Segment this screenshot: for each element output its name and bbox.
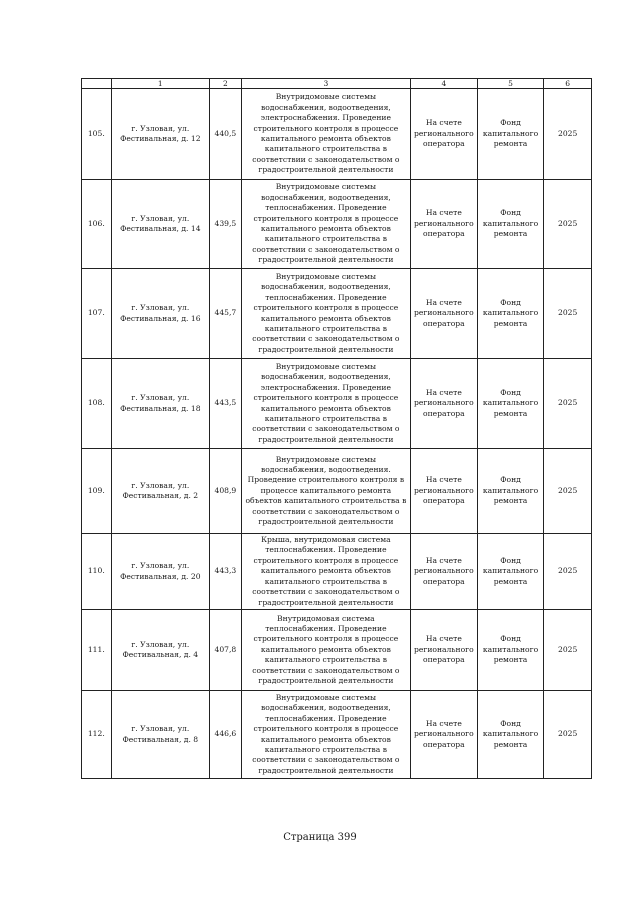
page-number: Страница 399 xyxy=(283,832,357,843)
address-cell: г. Узловая, ул. Фестивальная, д. 18 xyxy=(111,359,209,449)
address-cell: г. Узловая, ул. Фестивальная, д. 2 xyxy=(111,449,209,534)
header-cell: 3 xyxy=(241,79,410,89)
header-cell: 5 xyxy=(477,79,544,89)
table-row xyxy=(82,269,592,359)
column-number-row xyxy=(82,79,592,89)
row-number: 110. xyxy=(82,534,112,610)
row-number: 108. xyxy=(82,359,112,449)
table-row xyxy=(82,180,592,269)
area-cell: 407,8 xyxy=(210,610,242,691)
works-cell: Внутридомовые системы водоснабжения, водоотведения, теплоснабжения. Проведение строительного контроля в процессе капитального ремонта объектов капитального строительства в соответствии с законодательством о градостроительной деятельности xyxy=(241,691,410,779)
area-cell: 443,3 xyxy=(210,534,242,610)
area-cell: 440,5 xyxy=(210,89,242,180)
repair-schedule-table xyxy=(81,78,592,779)
table-row xyxy=(82,359,592,449)
address-cell: г. Узловая, ул. Фестивальная, д. 8 xyxy=(111,691,209,779)
account-cell: На счете регионального оператора xyxy=(411,180,478,269)
table-row xyxy=(82,449,592,534)
header-cell: 6 xyxy=(544,79,592,89)
header-cell xyxy=(82,79,112,89)
funding-source-cell: Фонд капитального ремонта xyxy=(477,89,544,180)
table-row xyxy=(82,610,592,691)
header-cell: 2 xyxy=(210,79,242,89)
area-cell: 446,6 xyxy=(210,691,242,779)
table-row xyxy=(82,691,592,779)
account-cell: На счете регионального оператора xyxy=(411,691,478,779)
account-cell: На счете регионального оператора xyxy=(411,359,478,449)
row-number: 105. xyxy=(82,89,112,180)
address-cell: г. Узловая, ул. Фестивальная, д. 20 xyxy=(111,534,209,610)
funding-source-cell: Фонд капитального ремонта xyxy=(477,269,544,359)
works-cell: Крыша, внутридомовая система теплоснабжения. Проведение строительного контроля в процессе капитального ремонта объектов капитального строительства в соответствии с законодательством о градостроительной деятельности xyxy=(241,534,410,610)
header-cell: 1 xyxy=(111,79,209,89)
table-row xyxy=(82,89,592,180)
funding-source-cell: Фонд капитального ремонта xyxy=(477,534,544,610)
works-cell: Внутридомовые системы водоснабжения, водоотведения, электроснабжения. Проведение строительного контроля в процессе капитального ремонта объектов капитального строительства в соответствии с законодательством о градостроительной деятельности xyxy=(241,89,410,180)
area-cell: 443,5 xyxy=(210,359,242,449)
header-cell: 4 xyxy=(411,79,478,89)
table-row xyxy=(82,534,592,610)
year-cell: 2025 xyxy=(544,180,592,269)
funding-source-cell: Фонд капитального ремонта xyxy=(477,180,544,269)
year-cell: 2025 xyxy=(544,89,592,180)
account-cell: На счете регионального оператора xyxy=(411,269,478,359)
account-cell: На счете регионального оператора xyxy=(411,534,478,610)
row-number: 106. xyxy=(82,180,112,269)
address-cell: г. Узловая, ул. Фестивальная, д. 14 xyxy=(111,180,209,269)
row-number: 112. xyxy=(82,691,112,779)
works-cell: Внутридомовые системы водоснабжения, водоотведения. Проведение строительного контроля в процессе капитального ремонта объектов капитального строительства в соответствии с законодательством о градостроительной деятельности xyxy=(241,449,410,534)
area-cell: 445,7 xyxy=(210,269,242,359)
works-cell: Внутридомовая система теплоснабжения. Проведение строительного контроля в процессе капитального ремонта объектов капитального строительства в соответствии с законодательством о градостроительной деятельности xyxy=(241,610,410,691)
works-cell: Внутридомовые системы водоснабжения, водоотведения, теплоснабжения. Проведение строительного контроля в процессе капитального ремонта объектов капитального строительства в соответствии с законодательством о градостроительной деятельности xyxy=(241,180,410,269)
funding-source-cell: Фонд капитального ремонта xyxy=(477,610,544,691)
area-cell: 439,5 xyxy=(210,180,242,269)
funding-source-cell: Фонд капитального ремонта xyxy=(477,449,544,534)
year-cell: 2025 xyxy=(544,359,592,449)
year-cell: 2025 xyxy=(544,534,592,610)
works-cell: Внутридомовые системы водоснабжения, водоотведения, электроснабжения. Проведение строительного контроля в процессе капитального ремонта объектов капитального строительства в соответствии с законодательством о градостроительной деятельности xyxy=(241,359,410,449)
works-cell: Внутридомовые системы водоснабжения, водоотведения, теплоснабжения. Проведение строительного контроля в процессе капитального ремонта объектов капитального строительства в соответствии с законодательством о градостроительной деятельности xyxy=(241,269,410,359)
funding-source-cell: Фонд капитального ремонта xyxy=(477,691,544,779)
area-cell: 408,9 xyxy=(210,449,242,534)
year-cell: 2025 xyxy=(544,449,592,534)
funding-source-cell: Фонд капитального ремонта xyxy=(477,359,544,449)
year-cell: 2025 xyxy=(544,269,592,359)
year-cell: 2025 xyxy=(544,691,592,779)
account-cell: На счете регионального оператора xyxy=(411,610,478,691)
year-cell: 2025 xyxy=(544,610,592,691)
address-cell: г. Узловая, ул. Фестивальная, д. 4 xyxy=(111,610,209,691)
address-cell: г. Узловая, ул. Фестивальная, д. 12 xyxy=(111,89,209,180)
row-number: 109. xyxy=(82,449,112,534)
account-cell: На счете регионального оператора xyxy=(411,449,478,534)
address-cell: г. Узловая, ул. Фестивальная, д. 16 xyxy=(111,269,209,359)
row-number: 107. xyxy=(82,269,112,359)
account-cell: На счете регионального оператора xyxy=(411,89,478,180)
row-number: 111. xyxy=(82,610,112,691)
